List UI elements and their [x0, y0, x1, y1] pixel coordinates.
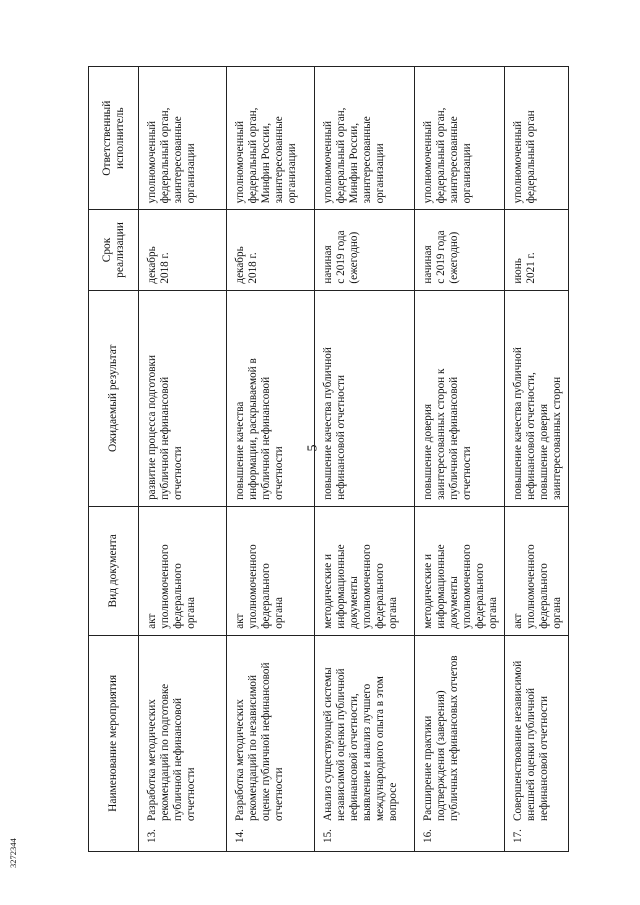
cell-executor-text: уполномоченный федеральный орган, заинтересованные организации — [146, 107, 197, 204]
cell-term-text: декабрь 2018 г. — [146, 246, 171, 284]
cell-executor-text: уполномоченный федеральный орган, Минфин России, заинтересованные организации — [322, 107, 386, 204]
page-number: 5 — [305, 444, 321, 452]
cell-term — [415, 210, 505, 290]
cell-term-text: начиная с 2019 года (ежегодно) — [322, 230, 360, 284]
cell-expected-result — [315, 290, 415, 506]
cell-measure-name — [315, 635, 415, 851]
measures-table — [88, 66, 569, 852]
measure-name-text: Анализ существующей системы независимой оценки публичной нефинансовой отчетности, выявление и анализ лучшего международного опыта в этом вопросе — [322, 667, 399, 821]
table-row — [139, 67, 227, 852]
cell-expected-result-text: повышение доверия заинтересованных сторон к публичной нефинансовой отчетности — [422, 368, 473, 500]
cell-expected-result — [415, 290, 505, 506]
cell-expected-result — [505, 290, 569, 506]
cell-executor — [139, 67, 227, 210]
cell-document-type — [139, 506, 227, 635]
cell-term — [315, 210, 415, 290]
table-header-row — [89, 67, 139, 852]
table-row — [227, 67, 315, 852]
measure-name-text: Совершенствование независимой внешней оценки публичной нефинансовой отчетности — [512, 660, 550, 821]
cell-document-type — [505, 506, 569, 635]
cell-term — [505, 210, 569, 290]
cell-expected-result-text: развитие процесса подготовки публичной нефинансовой отчетности — [146, 355, 184, 500]
cell-executor-text: уполномоченный федеральный орган, заинтересованные организации — [422, 107, 473, 204]
cell-executor — [227, 67, 315, 210]
row-number: 17. — [512, 829, 524, 843]
cell-executor-text: уполномоченный федеральный орган — [512, 110, 537, 204]
cell-document-type-text: акт уполномоченного федерального органа — [512, 544, 563, 629]
header-term: Срок реализации — [89, 210, 139, 290]
cell-expected-result-text: повышение качества публичной нефинансовой отчетности — [322, 347, 347, 500]
row-number: 14. — [234, 829, 246, 843]
row-number: 16. — [422, 829, 434, 843]
cell-executor — [315, 67, 415, 210]
header-expected-result: Ожидаемый результат — [89, 290, 139, 506]
cell-executor-text: уполномоченный федеральный орган, Минфин России, заинтересованные организации — [234, 107, 298, 204]
header-executor: Ответственный исполнитель — [89, 67, 139, 210]
cell-document-type — [415, 506, 505, 635]
header-measure-name: Наименование мероприятия — [89, 635, 139, 851]
cell-measure-name — [505, 635, 569, 851]
header-document-type: Вид документа — [89, 506, 139, 635]
measure-name-text: Разработка методических рекомендаций по подготовке публичной нефинансовой отчетности — [146, 683, 197, 821]
cell-measure-name — [415, 635, 505, 851]
table-row — [415, 67, 505, 852]
cell-document-type — [315, 506, 415, 635]
cell-measure-name — [227, 635, 315, 851]
row-number: 15. — [322, 829, 334, 843]
cell-expected-result — [139, 290, 227, 506]
cell-term-text: июнь 2021 г. — [512, 252, 537, 284]
cell-expected-result-text: повышение качества публичной нефинансовой отчетности, повышение доверия заинтересованных сторон — [512, 347, 563, 500]
row-number: 13. — [146, 829, 158, 843]
cell-expected-result — [227, 290, 315, 506]
table-row — [315, 67, 415, 852]
measure-name-text: Разработка методических рекомендаций по независимой оценке публичной нефинансовой отчетности — [234, 662, 285, 821]
cell-term-text: декабрь 2018 г. — [234, 246, 259, 284]
cell-term-text: начиная с 2019 года (ежегодно) — [422, 230, 460, 284]
cell-document-type — [227, 506, 315, 635]
rotated-table-container — [88, 66, 563, 852]
measure-name-text: Расширение практики подтверждения (заверения) публичных нефинансовых отчетов — [422, 655, 460, 821]
cell-term — [227, 210, 315, 290]
cell-executor — [415, 67, 505, 210]
cell-expected-result-text: повышение качества информации, раскрываемой в публичной нефинансовой отчетности — [234, 358, 285, 500]
cell-document-type-text: методические и информационные документы уполномоченного федерального органа — [422, 544, 499, 629]
cell-document-type-text: методические и информационные документы уполномоченного федерального органа — [322, 544, 399, 629]
cell-document-type-text: акт уполномоченного федерального органа — [234, 544, 285, 629]
table-row — [505, 67, 569, 852]
cell-measure-name — [139, 635, 227, 851]
cell-document-type-text: акт уполномоченного федерального органа — [146, 544, 197, 629]
cell-term — [139, 210, 227, 290]
cell-executor — [505, 67, 569, 210]
document-code: 3272344 — [8, 838, 18, 868]
